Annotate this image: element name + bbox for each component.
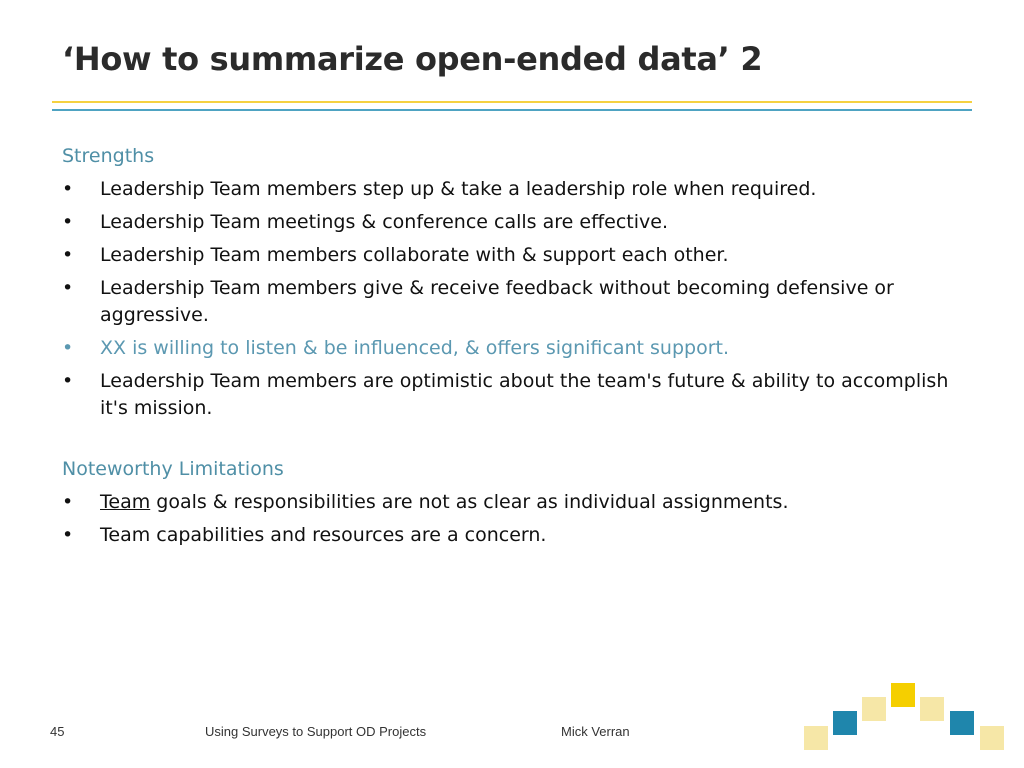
decor-square: [950, 711, 974, 735]
list-item: • Leadership Team members are optimistic about the team's future & ability to accomplish it's mission.: [62, 368, 962, 422]
limitations-list: [62, 489, 962, 549]
decor-square: [833, 711, 857, 735]
underlined-word: Team: [100, 491, 151, 513]
slide-body: [62, 143, 962, 555]
decor-square: [891, 683, 915, 707]
strengths-heading: Strengths: [62, 145, 155, 167]
list-item: • Leadership Team members give & receive feedback without becoming defensive or aggressive.: [62, 275, 962, 329]
title-divider-gold: [52, 101, 972, 103]
list-item: • Leadership Team meetings & conference calls are effective.: [62, 209, 962, 236]
list-item: • Leadership Team members step up & take a leadership role when required.: [62, 176, 962, 203]
footer-author: Mick Verran: [561, 724, 630, 739]
page-number: 45: [50, 724, 65, 739]
decor-square: [980, 726, 1004, 750]
list-item: • Team capabilities and resources are a concern.: [62, 522, 962, 549]
list-item: [62, 489, 962, 516]
list-item: • XX is willing to listen & be influenced, & offers significant support.: [62, 335, 962, 362]
list-item-text: goals & responsibilities are not as clear as individual assignments.: [150, 491, 789, 513]
slide-title: ‘How to summarize open-ended data’ 2: [62, 40, 763, 78]
limitations-heading: Noteworthy Limitations: [62, 458, 284, 480]
footer-presentation-title: Using Surveys to Support OD Projects: [205, 724, 427, 739]
decor-square: [804, 726, 828, 750]
strengths-list: [62, 176, 962, 422]
decor-square: [920, 697, 944, 721]
list-item: • Leadership Team members collaborate with & support each other.: [62, 242, 962, 269]
title-divider-teal: [52, 109, 972, 111]
decor-square: [862, 697, 886, 721]
